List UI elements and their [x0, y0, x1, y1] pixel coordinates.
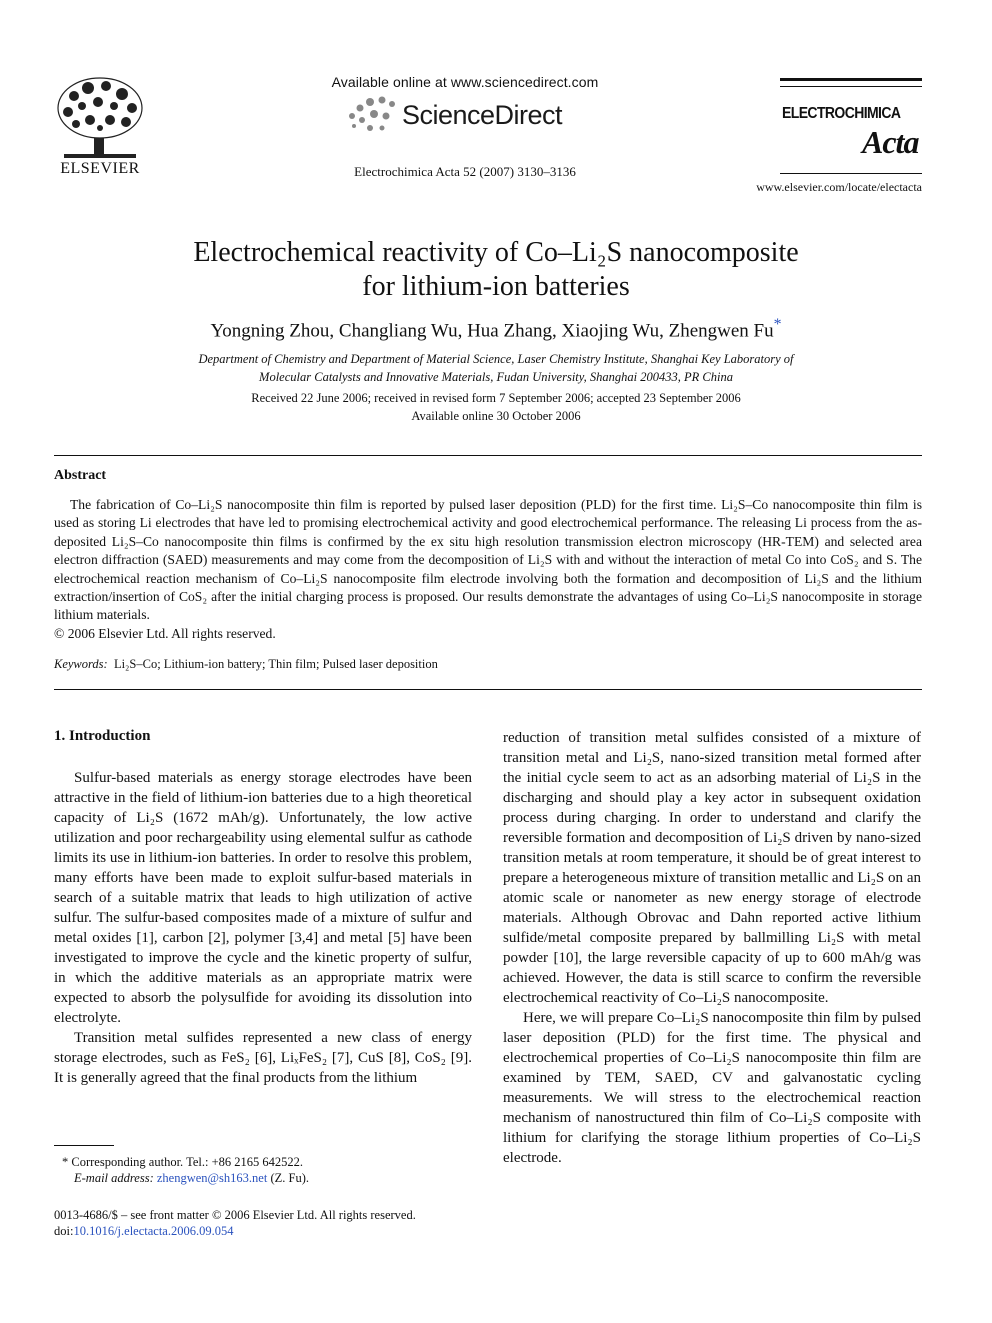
abstract-body — [54, 496, 922, 625]
doi-line — [54, 1224, 233, 1239]
email-footnote — [74, 1171, 309, 1186]
available-online-text[interactable]: Available online at www.sciencedirect.com — [331, 74, 599, 90]
journal-logo-acta: Acta — [862, 124, 919, 160]
keywords-list: Li₂S–Co; Lithium-ion battery; Thin film; Pulsed laser deposition — [113, 657, 438, 671]
keywords-label: Keywords: — [54, 657, 108, 671]
elsevier-tree-logo — [54, 76, 146, 160]
abstract-copyright: © 2006 Elsevier Ltd. All rights reserved. — [54, 626, 276, 641]
doi-link[interactable]: 10.1016/j.electacta.2006.09.054 — [73, 1224, 234, 1238]
intro-paragraph-2: Transition metal sulfides represented a new class of energy storage electrodes, such as FeS₂ [6], LiₓFeS₂ [7], CuS [8], CoS₂ [9]. It is generally agreed that the final products from the lithium — [54, 1030, 472, 1086]
authors-names: Yongning Zhou, Changliang Wu, Hua Zhang, Xiaojing Wu, Zhengwen Fu — [210, 320, 774, 342]
journal-citation: Electrochimica Acta 52 (2007) 3130–3136 — [354, 164, 576, 179]
corresponding-footnote: * Corresponding author. Tel.: +86 2165 642522. — [62, 1155, 303, 1169]
article-title — [100, 236, 892, 304]
right-column — [503, 728, 921, 1168]
affiliation-line-1: Department of Chemistry and Department of Material Science, Laser Chemistry Institute, Shanghai Key Laboratory of — [198, 352, 794, 366]
issn-line: 0013-4686/$ – see front matter © 2006 Elsevier Ltd. All rights reserved. — [54, 1208, 416, 1222]
article-dates — [120, 389, 872, 425]
email-link[interactable]: zhengwen@sh163.net — [156, 1171, 268, 1185]
keywords — [54, 657, 438, 672]
section-heading-introduction: 1. Introduction — [54, 728, 151, 744]
title-line-1: Electrochemical reactivity of Co–Li₂S nanocomposite — [193, 237, 799, 268]
sciencedirect-wordmark: ScienceDirect — [402, 100, 563, 130]
intro-paragraph-4: Here, we will prepare Co–Li₂S nanocomposite thin film by pulsed laser deposition (PLD) for the first time. The physical and electrochemical properties of Co–Li₂S nanocomposite thin film are examined by TEM, SAED, CV and galvanostatic cycling measurements. We will stress to the electrochemical reaction mechanism of nanostructured thin film of Co–Li₂S composite with lithium for clarifying the storage lithium properties of Co–Li₂S electrode. — [503, 1010, 921, 1166]
abstract-heading: Abstract — [54, 468, 107, 483]
received-dates: Received 22 June 2006; received in revised form 7 September 2006; accepted 23 September 2006 — [251, 391, 741, 405]
doi-label: doi: — [54, 1224, 74, 1238]
journal-logo-name: ELECTROCHIMICA — [782, 102, 901, 122]
email-label: E-mail address: — [74, 1171, 154, 1185]
intro-paragraph-1: Sulfur-based materials as energy storage electrodes have been attractive in the field of lithium-ion batteries due to a high theoretical capacity of Li₂S (1672 mAh/g). Unfortunately, the low active utilization and poor rechargeability using elemental sulfur as cathode limits its use in lithium-ion batteries. In order to resolve this problem, many efforts have been made to exploit sulfur-based materials in search of a suitable matrix that leads to high utilization of active sulfur. The sulfur-based composites made of a mixture of sulfur and metal oxides [1], carbon [2], polymer [3,4] and metal [5] have been investigated to improve the cycle and the kinetic property of sulfur, in which the additive materials as an appropriate matrix were expected to absorb the polysulfide for avoiding its dissolution into electrolyte. — [54, 770, 472, 1026]
publisher-name: ELSEVIER — [60, 160, 140, 177]
left-column — [54, 768, 472, 1088]
author-list — [100, 316, 892, 342]
sciencedirect-logo[interactable] — [344, 92, 584, 138]
abstract-text: The fabrication of Co–Li₂S nanocomposite thin film is reported by pulsed laser deposition (PLD) for the first time. Li₂S–Co nanocomposite thin film is used as storing Li electrodes that have led to promising electrochemical activity and good electrochemical performance. The releasing Li process from the as-deposited Li₂S–Co nanocomposite thin films is confirmed by the ex situ high resolution transmission electron microscopy (HR-TEM) and selected area electron diffraction (SAED) measurements and may come from the decomposition of Li₂S with and without the interaction of metal Co into CoS₂ and S. The electrochemical reaction mechanism of Co–Li₂S nanocomposite film electrode involving both the formation and decomposition of Li₂S and the lithium extraction/insertion of CoS₂ after the initial charging process is proposed. Our results demonstrate the advantages of using Co–Li₂S nanocomposite in storage lithium materials. — [54, 497, 922, 623]
affiliation-line-2: Molecular Catalysts and Innovative Materials, Fudan University, Shanghai 200433, PR China — [259, 370, 733, 384]
journal-logo-rule — [780, 78, 922, 81]
intro-paragraph-3: reduction of transition metal sulfides consisted of a mixture of transition metal and Li₂S, nano-sized transition metal formed after the initial cycle seem to act as an adsorbing material of Li₂S in the discharging and should play a key actor in subsequent oxidation process during charging. In order to understand and clarify the reversible formation and decomposition of Li₂S driven by nano-sized transition metals at room temperature, it should be of great interest to prepare a heterogeneous mixture of transition metallic and Li₂S on an atomic scale or nanometer as new energy storage of electrode materials. Although Obrovac and Dahn reported active lithium sulfide/metal composite prepared by ballmilling Li₂S with metal powder [10], the large reversible capacity of up to 600 mAh/g was achieved. However, the data is still scarce to confirm the reversible electrochemical reactivity of Co–Li₂S nanocomposite. — [503, 730, 921, 1006]
sciencedirect-dots-icon — [344, 92, 400, 138]
online-date: Available online 30 October 2006 — [411, 409, 581, 423]
journal-url-link[interactable]: www.elsevier.com/locate/electacta — [756, 180, 922, 194]
email-suffix: (Z. Fu). — [270, 1171, 309, 1185]
abstract-bottom-rule — [54, 689, 922, 690]
journal-logo-rule-bottom — [780, 173, 922, 174]
abstract-top-rule — [54, 455, 922, 456]
affiliation — [120, 350, 872, 386]
footnote-rule — [54, 1145, 114, 1146]
title-line-2: for lithium-ion batteries — [362, 271, 630, 302]
journal-logo-rule-thin — [780, 86, 922, 87]
corresponding-author-link[interactable]: * — [773, 316, 782, 333]
